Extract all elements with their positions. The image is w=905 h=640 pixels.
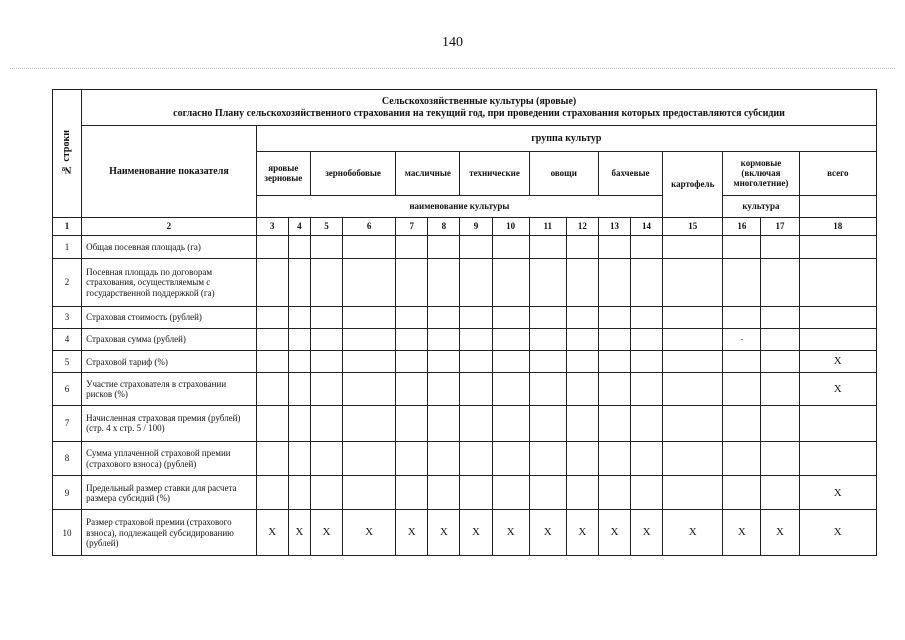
- table-row: [53, 351, 877, 373]
- crop-group-header: группа культур: [256, 126, 876, 151]
- table-row: [53, 306, 877, 328]
- x-mark: X: [460, 510, 492, 556]
- row-number: 2: [53, 259, 82, 306]
- row-number: 5: [53, 351, 82, 373]
- table-row: [53, 259, 877, 306]
- crop-name-header: наименование культуры: [256, 195, 662, 217]
- indicator-label: Посевная площадь по договорам страхования, осуществляемым с государственной поддержкой (га): [82, 259, 257, 306]
- x-mark: X: [256, 510, 288, 556]
- table-row: [53, 373, 877, 405]
- column-number: 2: [82, 218, 257, 236]
- group-legumes: зернобобовые: [310, 151, 395, 195]
- x-mark: X: [799, 373, 876, 405]
- table-title: Сельскохозяйственные культуры (яровые) согласно Плану сельскохозяйственного страхования на текущий год, при проведении страхования которых предоставляются субсидии: [82, 90, 877, 126]
- x-mark: X: [761, 510, 799, 556]
- indicator-name-header: Наименование показателя: [82, 126, 257, 218]
- column-number: 1: [53, 218, 82, 236]
- x-mark: X: [799, 351, 876, 373]
- indicator-label: Размер страховой премии (страхового взноса), подлежащей субсидированию (рублей): [82, 510, 257, 556]
- x-mark: X: [566, 510, 598, 556]
- column-number: 17: [761, 218, 799, 236]
- group-vegetables: овощи: [529, 151, 598, 195]
- x-mark: X: [492, 510, 529, 556]
- row-number: 4: [53, 328, 82, 350]
- column-number: 12: [566, 218, 598, 236]
- x-mark: X: [428, 510, 460, 556]
- crop-header: культура: [723, 195, 799, 217]
- column-number: 13: [598, 218, 630, 236]
- column-number: 4: [288, 218, 310, 236]
- x-mark: X: [288, 510, 310, 556]
- indicator-label: Общая посевная площадь (га): [82, 236, 257, 259]
- group-forage: кормовые (включая многолетние): [723, 151, 799, 195]
- x-mark: X: [631, 510, 663, 556]
- table-row: [53, 236, 877, 259]
- row-number: 1: [53, 236, 82, 259]
- x-mark: X: [310, 510, 342, 556]
- group-melons: бахчевые: [598, 151, 662, 195]
- row-number: 7: [53, 405, 82, 441]
- column-numbers-row: [53, 218, 877, 236]
- stray-dash-mark: -: [723, 328, 761, 350]
- insurance-report-table: [52, 89, 877, 556]
- column-number: 16: [723, 218, 761, 236]
- indicator-label: Сумма уплаченной страховой премии (страхового взноса) (рублей): [82, 441, 257, 475]
- row-number-header: № строки: [53, 90, 82, 218]
- indicator-label: Начисленная страховая премия (рублей) (стр. 4 х стр. 5 / 100): [82, 405, 257, 441]
- table-row: [53, 510, 877, 556]
- indicator-label: Страховой тариф (%): [82, 351, 257, 373]
- x-mark: X: [663, 510, 723, 556]
- x-mark: X: [799, 476, 876, 510]
- total-subheader-empty: [799, 195, 876, 217]
- x-mark: X: [799, 510, 876, 556]
- column-number: 14: [631, 218, 663, 236]
- x-mark: X: [723, 510, 761, 556]
- column-number: 18: [799, 218, 876, 236]
- indicator-label: Страховая стоимость (рублей): [82, 306, 257, 328]
- row-number: 3: [53, 306, 82, 328]
- table-row: [53, 441, 877, 475]
- column-number: 15: [663, 218, 723, 236]
- scan-noise-line: [10, 68, 895, 70]
- table-row: [53, 405, 877, 441]
- group-total: всего: [799, 151, 876, 195]
- column-number: 7: [396, 218, 428, 236]
- row-number: 10: [53, 510, 82, 556]
- column-number: 6: [343, 218, 396, 236]
- column-number: 10: [492, 218, 529, 236]
- x-mark: X: [598, 510, 630, 556]
- group-oilseed: масличные: [396, 151, 460, 195]
- row-number: 8: [53, 441, 82, 475]
- x-mark: X: [529, 510, 566, 556]
- indicator-label: Страховая сумма (рублей): [82, 328, 257, 350]
- row-number: 9: [53, 476, 82, 510]
- column-number: 11: [529, 218, 566, 236]
- group-spring-grain: яровые зерновые: [256, 151, 310, 195]
- x-mark: X: [396, 510, 428, 556]
- column-number: 5: [310, 218, 342, 236]
- x-mark: X: [343, 510, 396, 556]
- row-number: 6: [53, 373, 82, 405]
- column-number: 8: [428, 218, 460, 236]
- column-number: 9: [460, 218, 492, 236]
- indicator-label: Предельный размер ставки для расчета размера субсидий (%): [82, 476, 257, 510]
- table-row: [53, 476, 877, 510]
- page-number: 140: [442, 35, 463, 50]
- group-technical: технические: [460, 151, 529, 195]
- table-row: [53, 328, 877, 350]
- indicator-label: Участие страхователя в страховании рисков (%): [82, 373, 257, 405]
- group-potato: картофель: [663, 151, 723, 218]
- column-number: 3: [256, 218, 288, 236]
